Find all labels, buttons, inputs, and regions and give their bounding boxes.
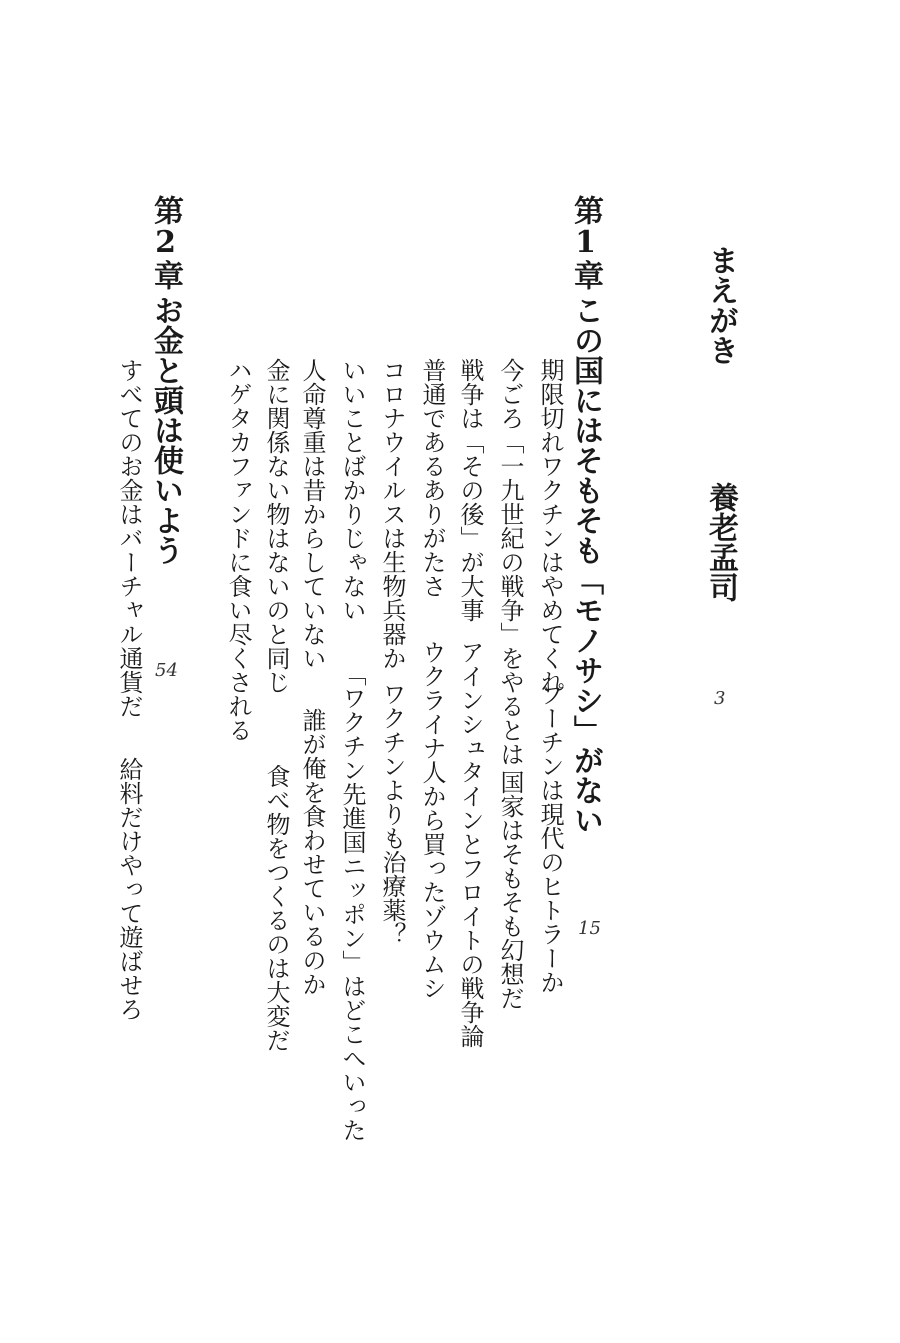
chapter1-page-number: 15 [578,918,601,939]
chapter1-title: この国にはそもそも「モノサシ」がない [568,295,603,835]
preface-page-number: 3 [714,688,726,709]
chapter1-topic-5-left: コロナウイルスは生物兵器か [378,358,406,670]
chapter2-topic-1-left: すべてのお金はバーチャル通貨だ [115,358,143,718]
chapter2-page-number: 54 [155,660,178,681]
chapter1-topic-6-left: いいことばかりじゃない [338,358,366,622]
chapter1-topic-2-left: 今ごろ「一九世紀の戦争」をやるとは [496,358,524,766]
chapter1-topic-8-left: 金に関係ない物はないのと同じ [262,358,290,694]
chapter2-topic-1-right: 給料だけやって遊ばせろ [115,757,143,1021]
chapter1-topic-6-right: 「ワクチン先進国ニッポン」はどこへいった [338,662,366,1142]
chapter2-title: お金と頭は使いよう [148,295,183,565]
chapter1-topic-4-left: 普通であるありがたさ [418,358,446,598]
chapter1-topic-7-left: 人命尊重は昔からしていない [298,358,326,670]
chapter1-topic-8-right: 食べ物をつくるのは大変だ [262,764,290,1052]
chapter1-topic-1-left: 期限切れワクチンはやめてくれ [536,358,564,694]
preface-title: まえがき [703,245,738,365]
chapter1-topic-7-right: 誰が俺を食わせているのか [298,708,326,996]
chapter1-topic-2-right: 国家はそもそも幻想だ [496,770,524,1010]
chapter2-label: 第2章 [148,195,183,290]
chapter1-label: 第1章 [568,195,603,290]
chapter1-topic-3-left: 戦争は「その後」が大事 [456,358,484,622]
chapter1-topic-1-right: プーチンは現代のヒトラーか [536,682,564,994]
chapter1-topic-4-right: ウクライナ人から買ったゾウムシ [418,640,446,1000]
chapter1-topic-5-right: ワクチンよりも治療薬？ [378,682,406,946]
chapter1-topic-9-left: ハゲタカファンドに食い尽くされる [224,358,252,742]
chapter1-topic-3-right: アインシュタインとフロイトの戦争論 [456,640,484,1048]
preface-author: 養老孟司 [703,482,738,602]
